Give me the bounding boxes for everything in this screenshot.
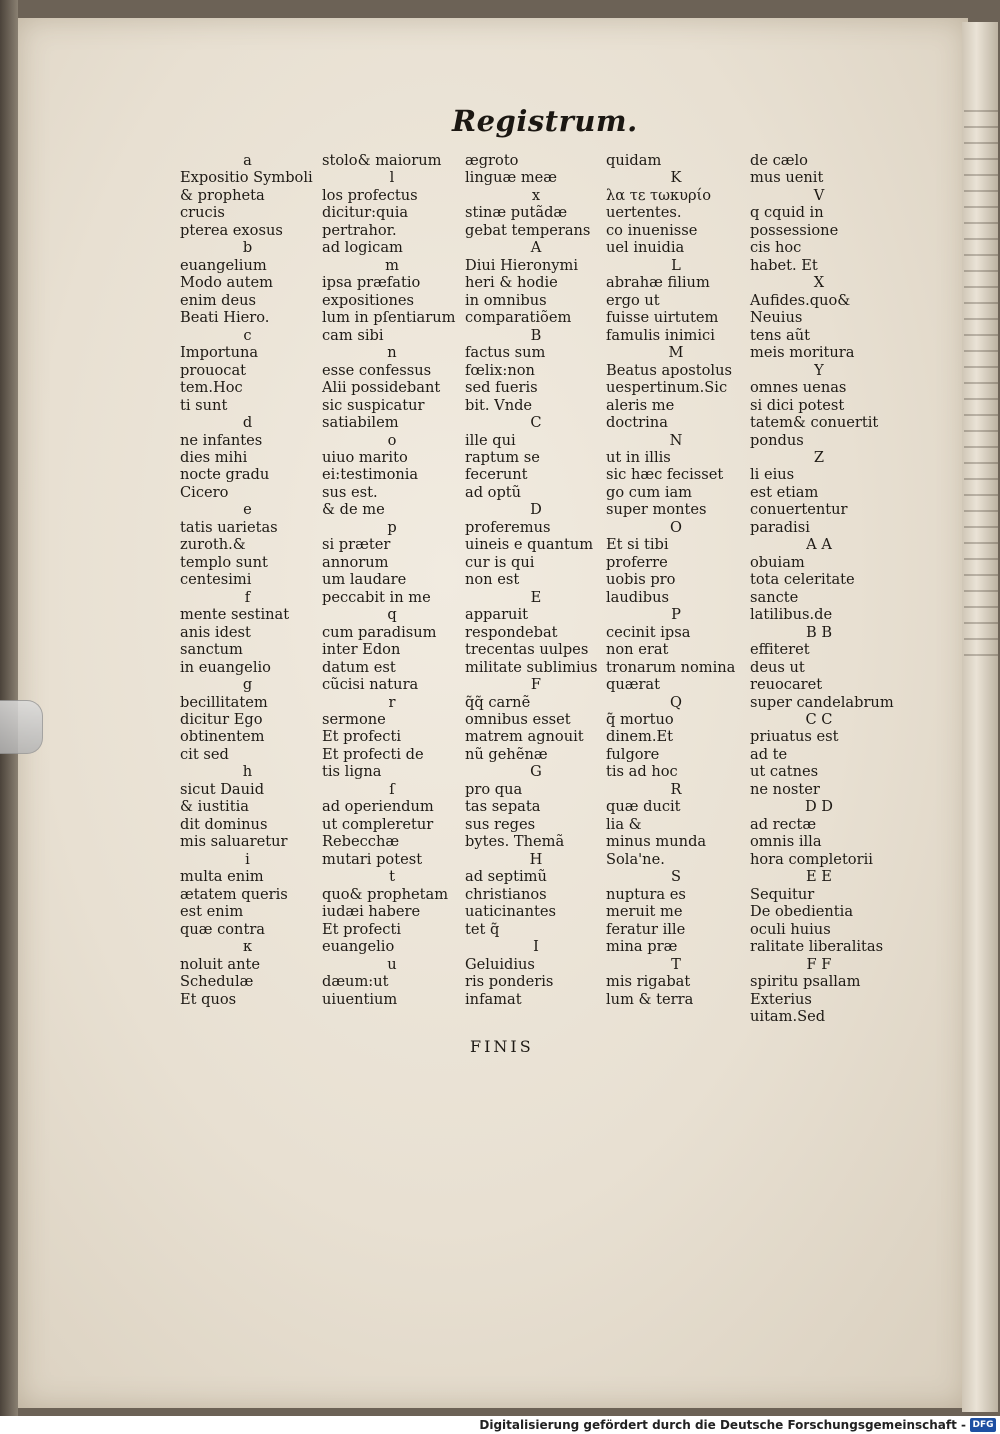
register-column-1 (180, 152, 315, 1008)
register-entry: uaticinantes (465, 903, 556, 921)
register-entry: Beati Hiero. (180, 309, 270, 327)
register-entry: in euangelio (180, 658, 271, 676)
register-entry: co inuenisse (606, 221, 698, 239)
page-title: Registrum. (452, 104, 638, 138)
register-entry: ut catnes (750, 763, 819, 781)
register-entry: crucis (180, 204, 225, 222)
register-entry: dicitur Ego (180, 711, 263, 728)
register-entry: infamat (465, 990, 522, 1008)
signature-letter: G (530, 763, 542, 781)
register-entry: laudibus (606, 588, 670, 606)
register-entry: becillitatem (180, 693, 268, 711)
register-entry: fœlix:non (465, 361, 535, 379)
register-entry: quo& prophetam (322, 885, 449, 903)
signature-letter: a (243, 152, 252, 169)
register-entry: super candelabrum (750, 693, 894, 711)
signature-letter: B B (805, 623, 833, 641)
register-entry: Et si tibi (606, 536, 669, 554)
register-entry: factus sum (465, 344, 546, 362)
register-entry: Et profecti de (322, 745, 424, 763)
register-column-4 (606, 152, 746, 1008)
register-entry: uobis pro (606, 571, 676, 589)
register-entry: ut compleretur (322, 815, 434, 833)
register-entry: bit. Vnde (465, 396, 533, 414)
register-entry: Et quos (180, 990, 237, 1008)
register-entry: Aufides.quo& (750, 291, 851, 309)
signature-letter: t (389, 868, 395, 886)
signature-letter: Y (814, 361, 824, 379)
register-column-2 (322, 152, 462, 1008)
dfg-logo: DFG (970, 1418, 996, 1432)
signature-letter: m (385, 256, 399, 274)
signature-letter: F (530, 676, 542, 694)
register-entry: ægroto (465, 152, 519, 169)
register-entry: ipsa præfatio (322, 274, 421, 292)
register-entry: obtinentem (180, 728, 265, 746)
register-entry: go cum iam (606, 483, 693, 501)
signature-letter: l (389, 169, 395, 187)
register-entry: non est (465, 571, 520, 589)
register-entry: omnis illa (750, 833, 822, 851)
register-entry: uespertinum.Sic (606, 379, 728, 397)
signature-letter: e (243, 501, 252, 519)
register-entry: Modo autem (180, 274, 273, 292)
register-entry: Importuna (180, 344, 259, 362)
signature-letter: d (242, 414, 253, 432)
funding-note: Digitalisierung gefördert durch die Deutsche Forschungsgemeinschaft - (479, 1418, 966, 1432)
register-entry: q̃ mortuo (606, 711, 674, 728)
register-column-3 (465, 152, 607, 1008)
register-entry: centesimi (180, 571, 252, 589)
register-entry: datum est (322, 658, 396, 676)
register-entry: sicut Dauid (180, 780, 265, 798)
register-entry: bytes. Themã (465, 833, 565, 851)
register-entry: stolo& maiorum (322, 152, 442, 169)
register-entry: sus est. (322, 483, 378, 501)
register-entry: cum paradisum (322, 623, 437, 641)
register-entry: doctrina (606, 414, 668, 432)
register-entry: zuroth.& (180, 536, 246, 554)
signature-letter: S (671, 868, 681, 886)
register-entry: sanctum (180, 641, 243, 659)
signature-letter: B (530, 326, 542, 344)
register-entry: ad rectæ (750, 815, 817, 833)
signature-letter: I (533, 938, 539, 956)
register-entry: militate sublimius (465, 658, 598, 676)
register-entry: mis saluaretur (180, 833, 288, 851)
register-entry: De obedientia (750, 903, 854, 921)
register-entry: quæ ducit (606, 798, 681, 816)
register-entry: euangelium (180, 256, 267, 274)
register-entry: li eius (750, 466, 795, 484)
register-entry: expositiones (322, 291, 414, 309)
register-entry: ille qui (465, 431, 516, 449)
register-entry: mutari potest (322, 850, 423, 868)
register-entry: dæum:ut (322, 973, 389, 991)
register-entry: comparatiõem (465, 309, 572, 327)
signature-letter: Z (813, 448, 825, 466)
register-entry: sed fueris (465, 379, 538, 397)
register-entry: iudæi habere (322, 903, 421, 921)
register-entry: ad operiendum (322, 798, 434, 816)
register-entry: hora completorii (750, 850, 873, 868)
signature-letter: C C (805, 711, 833, 728)
signature-letter: A A (806, 536, 832, 554)
register-entry: uitam.Sed (750, 1007, 826, 1025)
register-entry: ut in illis (606, 448, 671, 466)
register-entry: multa enim (180, 868, 264, 886)
register-entry: ad optũ (465, 483, 522, 501)
register-entry: uertentes. (606, 204, 682, 222)
signature-letter: c (243, 326, 252, 344)
register-entry: satiabilem (322, 414, 399, 432)
register-entry: matrem agnouit (465, 728, 584, 746)
register-entry: respondebat (465, 623, 558, 641)
register-entry: heri & hodie (465, 274, 558, 292)
register-entry: ti sunt (180, 396, 228, 414)
register-entry: uel inuidia (606, 239, 685, 257)
register-entry: peccabit in me (322, 588, 431, 606)
register-entry: priuatus est (750, 728, 839, 746)
register-entry: est enim (180, 903, 244, 921)
register-entry: sic suspicatur (322, 396, 425, 414)
register-entry: mis rigabat (606, 973, 691, 991)
signature-letter: F F (806, 955, 832, 973)
register-entry: si dici potest (750, 396, 845, 414)
signature-letter: r (388, 693, 396, 711)
signature-letter: P (671, 606, 681, 624)
register-entry: & de me (322, 501, 385, 519)
register-entry: nuptura es (606, 885, 686, 903)
signature-letter: T (671, 955, 681, 973)
signature-letter: x (531, 186, 541, 204)
register-entry: tronarum nomina (606, 658, 736, 676)
register-entry: fuisse uirtutem (606, 309, 719, 327)
register-entry: minus munda (606, 833, 707, 851)
adjacent-page-text (964, 110, 998, 670)
register-entry: Schedulæ (180, 973, 254, 991)
register-entry: templo sunt (180, 553, 268, 571)
register-entry: ris ponderis (465, 973, 554, 991)
signature-letter: C (530, 414, 542, 432)
register-entry: Diui Hieronymi (465, 256, 579, 274)
register-entry: quærat (606, 676, 660, 694)
register-entry: tis ad hoc (606, 763, 678, 781)
register-entry: oculi huius (750, 920, 831, 938)
register-entry: proferre (606, 553, 668, 571)
register-entry: mus uenit (750, 169, 824, 187)
register-entry: in omnibus (465, 291, 547, 309)
register-entry: cũcisi natura (322, 676, 419, 694)
register-entry: tatis uarietas (180, 518, 278, 536)
register-entry: prouocat (180, 361, 247, 379)
signature-letter: b (242, 239, 253, 257)
register-entry: Et profecti (322, 728, 402, 746)
footer-bar (0, 1416, 1000, 1434)
register-column-5 (750, 152, 894, 1025)
signature-letter: ſ (389, 780, 395, 798)
register-entry: ei:testimonia (322, 466, 419, 484)
register-entry: meis moritura (750, 344, 855, 362)
register-entry: fecerunt (465, 466, 528, 484)
register-entry: ad logicam (322, 239, 403, 257)
register-entry: conuertentur (750, 501, 848, 519)
register-entry: sic hæc fecisset (606, 466, 724, 484)
register-entry: lum & terra (606, 990, 694, 1008)
register-entry: deus ut (750, 658, 805, 676)
signature-letter: u (387, 955, 397, 973)
signature-letter: H (529, 850, 543, 868)
register-entry: effiteret (750, 641, 810, 659)
register-entry: ergo ut (606, 291, 660, 309)
register-entry: cecinit ipsa (606, 623, 691, 641)
register-entry: tis ligna (322, 763, 382, 781)
register-entry: Alii possidebant (322, 379, 441, 397)
register-entry: latilibus.de (750, 606, 833, 624)
register-entry: uiuentium (322, 990, 398, 1008)
signature-letter: L (671, 256, 681, 274)
register-entry: uineis e quantum (465, 536, 594, 554)
register-entry: quæ contra (180, 920, 265, 938)
register-entry: mina præ (606, 938, 678, 956)
register-entry: nocte gradu (180, 466, 270, 484)
register-entry: Exterius (750, 990, 812, 1008)
signature-letter: A (530, 239, 542, 257)
register-entry: esse confessus (322, 361, 432, 379)
register-entry: ad septimũ (465, 868, 547, 886)
register-entry: Beatus apostolus (606, 361, 732, 379)
signature-letter: E E (806, 868, 832, 886)
signature-letter: o (387, 431, 397, 449)
register-entry: inter Edon (322, 641, 401, 659)
register-entry: uiuo marito (322, 448, 408, 466)
register-entry: q cquid in (750, 204, 824, 222)
register-entry: anis idest (180, 623, 251, 641)
register-entry: Sequitur (750, 885, 815, 903)
register-entry: tens aũt (750, 326, 810, 344)
register-entry: abrahæ filium (606, 274, 710, 292)
register-entry: q̃q̃ carnẽ (465, 693, 531, 711)
register-entry: dit dominus (180, 815, 268, 833)
signature-letter: D (530, 501, 542, 519)
register-entry: dies mihi (180, 448, 248, 466)
register-entry: si præter (322, 536, 391, 554)
signature-letter: q (387, 606, 397, 624)
signature-letter: N (669, 431, 683, 449)
register-entry: habet. Et (750, 256, 818, 274)
register-entry: annorum (322, 553, 389, 571)
register-entry: omnibus esset (465, 711, 571, 728)
signature-letter: h (242, 763, 253, 781)
signature-letter: Q (670, 693, 682, 711)
register-entry: tem.Hoc (180, 379, 243, 397)
register-entry: ralitate liberalitas (750, 938, 884, 956)
register-entry: lia & (606, 815, 642, 833)
signature-letter: κ (242, 938, 253, 956)
signature-letter: f (244, 588, 251, 606)
register-entry: tatem& conuertit (750, 414, 879, 432)
register-entry: trecentas uulpes (465, 641, 589, 659)
register-entry: tas sepata (465, 798, 541, 816)
register-entry: pro qua (465, 780, 523, 798)
signature-letter: p (387, 518, 397, 536)
register-entry: tet q̃ (465, 920, 500, 938)
register-entry: pertrahor. (322, 221, 397, 239)
signature-letter: i (245, 850, 250, 868)
register-entry: ne infantes (180, 431, 263, 449)
register-entry: euangelio (322, 938, 395, 956)
register-entry: fulgore (606, 745, 660, 763)
register-entry: omnes uenas (750, 379, 847, 397)
register-entry: Geluidius (465, 955, 535, 973)
register-entry: ne noster (750, 780, 820, 798)
register-entry: de cælo (750, 152, 808, 169)
signature-letter: R (670, 780, 682, 798)
register-entry: lum in pſentiarum (322, 309, 456, 327)
register-entry: enim deus (180, 291, 257, 309)
register-entry: λα τε τωκυρίο (606, 186, 712, 204)
register-entry: sancte (750, 588, 799, 606)
register-entry: los profectus (322, 186, 418, 204)
signature-letter: K (670, 169, 682, 187)
signature-letter: O (670, 518, 682, 536)
register-entry: quidam (606, 152, 662, 169)
register-entry: obuiam (750, 553, 805, 571)
register-entry: christianos (465, 885, 547, 903)
register-entry: nũ gehẽnæ (465, 745, 548, 763)
register-entry: Neuius (750, 309, 803, 327)
signature-letter: g (242, 676, 253, 694)
register-entry: est etiam (750, 483, 819, 501)
signature-letter: D D (804, 798, 834, 816)
register-entry: Rebecchæ (322, 833, 400, 851)
register-entry: famulis inimici (606, 326, 715, 344)
register-entry: proferemus (465, 518, 551, 536)
register-entry: super montes (606, 501, 707, 519)
register-entry: linguæ meæ (465, 169, 558, 187)
register-entry: tota celeritate (750, 571, 855, 589)
signature-letter: V (813, 186, 825, 204)
register-entry: cit sed (180, 745, 229, 763)
signature-letter: n (387, 344, 397, 362)
register-entry: Expositio Symboli (180, 169, 313, 187)
register-entry: um laudare (322, 571, 407, 589)
register-entry: pterea exosus (180, 221, 283, 239)
register-entry: Et profecti (322, 920, 402, 938)
register-entry: pondus (750, 431, 804, 449)
register-entry: non erat (606, 641, 669, 659)
register-entry: sermone (322, 711, 386, 728)
signature-letter: M (668, 344, 684, 362)
register-entry: dinem.Et (606, 728, 674, 746)
register-entry: spiritu psallam (750, 973, 861, 991)
register-entry: paradisi (750, 518, 810, 536)
register-entry: Sola'ne. (606, 850, 665, 868)
register-entry: ætatem queris (180, 885, 288, 903)
register-entry: Cicero (180, 483, 229, 501)
register-entry: cam sibi (322, 326, 384, 344)
register-entry: meruit me (606, 903, 683, 921)
register-entry: reuocaret (750, 676, 823, 694)
signature-letter: X (813, 274, 825, 292)
finis-text: FINIS (470, 1037, 534, 1056)
register-entry: sus reges (465, 815, 536, 833)
register-entry: cur is qui (465, 553, 535, 571)
register-entry: & propheta (180, 186, 265, 204)
register-entry: feratur ille (606, 920, 686, 938)
register-entry: apparuit (465, 606, 528, 624)
register-entry: gebat temperans (465, 221, 591, 239)
register-entry: raptum se (465, 448, 540, 466)
register-entry: mente sestinat (180, 606, 290, 624)
register-entry: possessione (750, 221, 839, 239)
register-entry: aleris me (606, 396, 675, 414)
page-clip (0, 700, 43, 754)
register-entry: dicitur:quia (322, 204, 409, 222)
register-entry: stinæ putãdæ (465, 204, 568, 222)
register-entry: noluit ante (180, 955, 261, 973)
signature-letter: E (530, 588, 542, 606)
register-entry: & iustitia (180, 798, 249, 816)
register-entry: ad te (750, 745, 788, 763)
register-entry: cis hoc (750, 239, 802, 257)
